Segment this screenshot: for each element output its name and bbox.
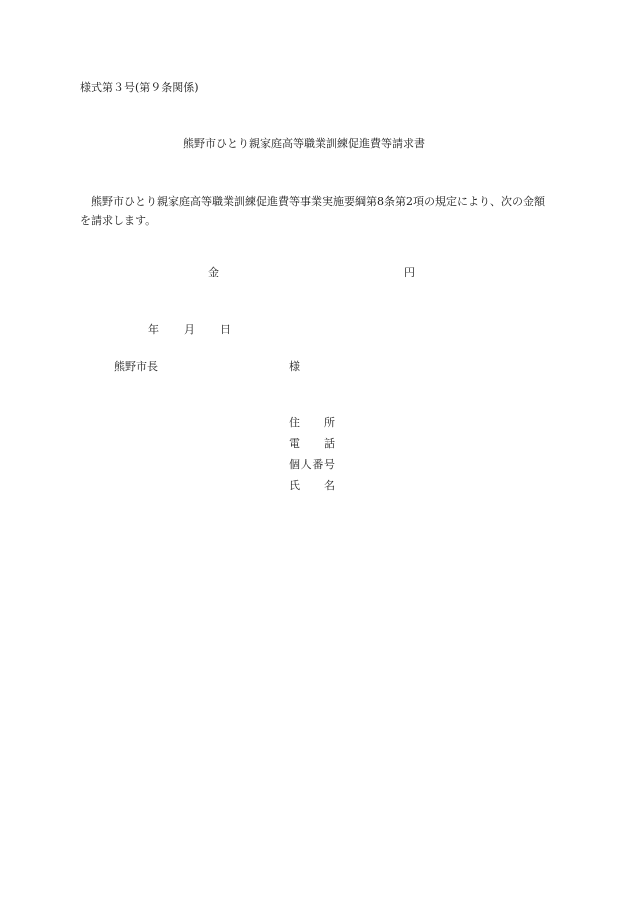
date-year-label: 年: [148, 323, 159, 336]
date-day-label: 日: [220, 323, 231, 336]
name-label: [289, 479, 335, 493]
address-label-char: 住: [289, 416, 300, 429]
name-label-char: 氏: [289, 479, 300, 492]
name-label-char: 名: [324, 479, 335, 492]
personal-number-label-char: 人: [300, 458, 312, 471]
phone-label-char: 電: [289, 437, 300, 450]
address-label: [289, 416, 335, 430]
body-text: 熊野市ひとり親家庭高等職業訓練促進費等事業実施要綱第8条第2項の規定により、次の金額を請求します。: [80, 195, 545, 227]
amount-prefix: 金: [208, 266, 219, 279]
form-number: 様式第３号(第９条関係): [80, 81, 199, 94]
phone-label-char: 話: [324, 437, 335, 450]
personal-number-label-char: 個: [289, 458, 300, 471]
amount-suffix: 円: [404, 266, 415, 279]
addressee-name: 熊野市長: [114, 360, 158, 373]
phone-label: [289, 437, 335, 451]
document-title: 熊野市ひとり親家庭高等職業訓練促進費等請求書: [183, 137, 425, 150]
addressee-honorific: 様: [289, 360, 300, 373]
personal-number-label: [289, 458, 335, 472]
personal-number-label-char: 番: [312, 458, 324, 471]
personal-number-label-char: 号: [323, 458, 335, 471]
date-month-label: 月: [184, 323, 195, 336]
address-label-char: 所: [324, 416, 335, 429]
